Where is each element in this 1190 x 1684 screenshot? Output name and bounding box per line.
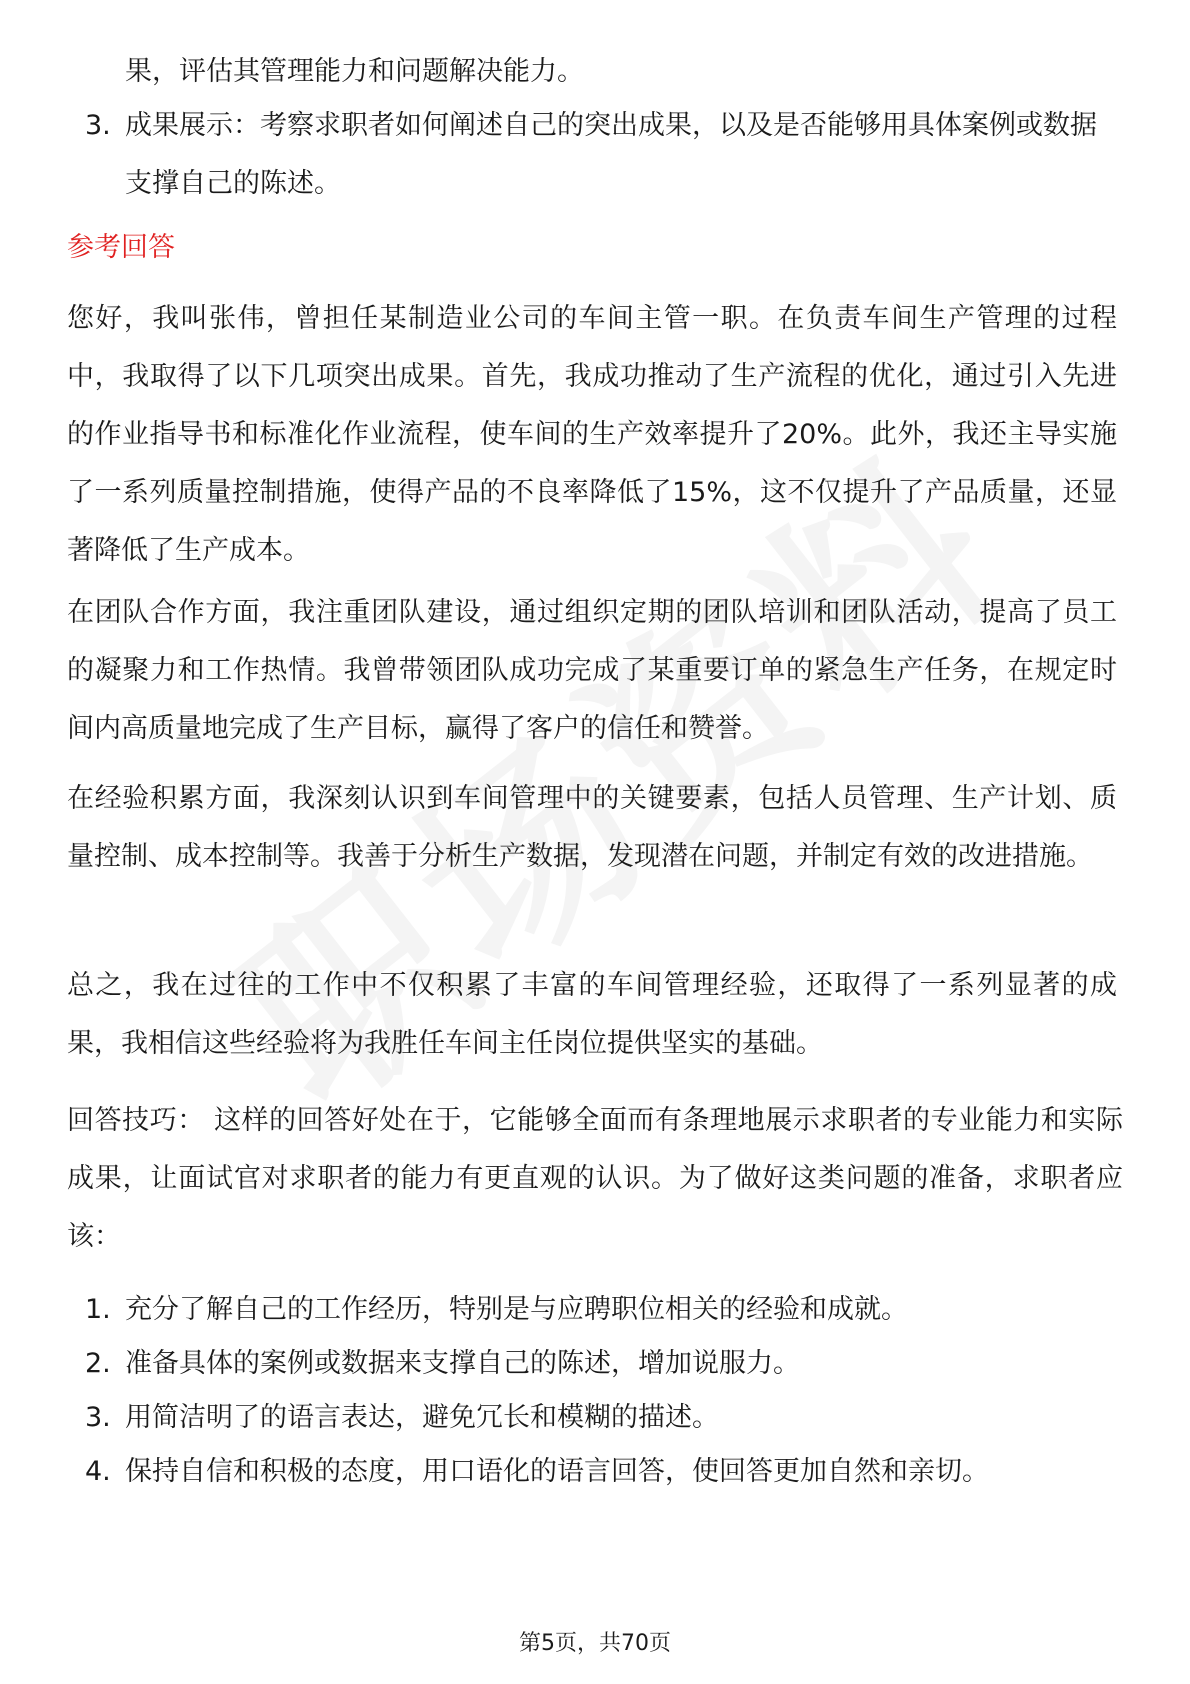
list-item-text: 准备具体的案例或数据来支撑自己的陈述，增加说服力。 — [125, 1348, 800, 1379]
section-heading: 参考回答 — [67, 232, 175, 263]
list-number: 3. — [85, 1402, 111, 1433]
tip-item-3 — [73, 1389, 1175, 1447]
tip-item-1 — [73, 1281, 1175, 1339]
answer-paragraph-4: 总之，我在过往的工作中不仅积累了丰富的车间管理经验，还取得了一系列显著的成果，我相信这些经验将为我胜任车间主任岗位提供坚实的基础。 — [67, 970, 1117, 1059]
answer-tips-intro: 回答技巧： 这样的回答好处在于，它能够全面而有条理地展示求职者的专业能力和实际成果，让面试官对求职者的能力有更直观的认识。为了做好这类问题的准备，求职者应该： — [67, 1105, 1123, 1252]
list-item-text: 充分了解自己的工作经历，特别是与应聘职位相关的经验和成就。 — [125, 1294, 908, 1325]
intro-item-2-tail — [73, 43, 1175, 101]
tip-item-2 — [73, 1335, 1175, 1393]
answer-paragraph-2: 在团队合作方面，我注重团队建设，通过组织定期的团队培训和团队活动，提高了员工的凝聚力和工作热情。我曾带领团队成功完成了某重要订单的紧急生产任务，在规定时间内高质量地完成了生产目标，赢得了客户的信任和赞誉。 — [67, 597, 1117, 744]
list-item-text: 保持自信和积极的态度，用口语化的语言回答，使回答更加自然和亲切。 — [125, 1456, 989, 1487]
intro-item-3 — [73, 97, 1123, 213]
list-number: 4. — [85, 1456, 111, 1487]
list-item-text: 用简洁明了的语言表达，避免冗长和模糊的描述。 — [125, 1402, 719, 1433]
list-item-text: 成果展示：考察求职者如何阐述自己的突出成果，以及是否能够用具体案例或数据支撑自己的陈述。 — [125, 110, 1097, 199]
list-number: 1. — [85, 1294, 111, 1325]
intro-item-2-text: 果，评估其管理能力和问题解决能力。 — [125, 56, 584, 87]
answer-paragraph-3: 在经验积累方面，我深刻认识到车间管理中的关键要素，包括人员管理、生产计划、质量控制、成本控制等。我善于分析生产数据，发现潜在问题，并制定有效的改进措施。 — [67, 783, 1117, 872]
list-number: 3. — [85, 110, 111, 141]
list-number: 2. — [85, 1348, 111, 1379]
answer-paragraph-1: 您好，我叫张伟，曾担任某制造业公司的车间主管一职。在负责车间生产管理的过程中，我取得了以下几项突出成果。首先，我成功推动了生产流程的优化，通过引入先进的作业指导书和标准化作业流程，使车间的生产效率提升了20%。此外，我还主导实施了一系列质量控制措施，使得产品的不良率降低了15%，这不仅提升了产品质量，还显著降低了生产成本。 — [67, 303, 1117, 566]
tip-item-4 — [73, 1443, 1175, 1501]
page-footer: 第5页，共70页 — [519, 1631, 671, 1656]
